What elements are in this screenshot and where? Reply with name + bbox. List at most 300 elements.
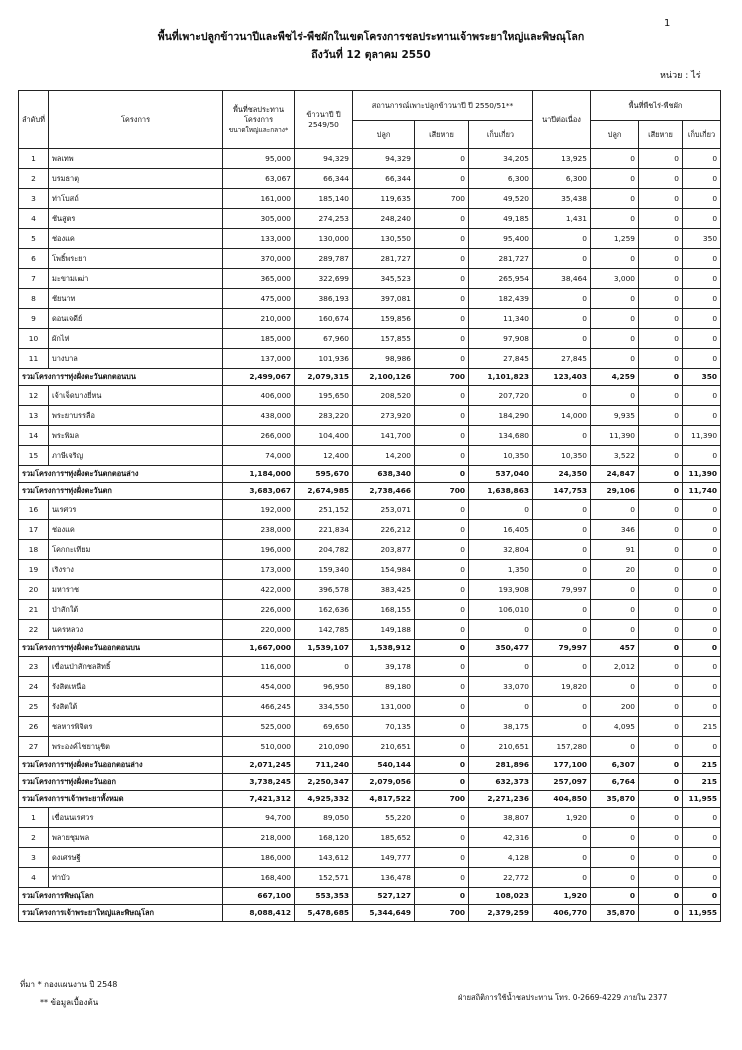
harvest-cell: 49,185 [469,209,533,229]
seq-cell: 5 [19,229,49,249]
rice-prev-cell: 185,140 [295,189,353,209]
area-cell: 196,000 [223,540,295,560]
fc-harvest-cell: 0 [683,520,721,540]
table-row [19,848,721,868]
area-cell: 161,000 [223,189,295,209]
project-cell: ชันสูตร [49,209,223,229]
damage-cell: 0 [415,697,469,717]
table-row [19,269,721,289]
continuing-cell: 0 [533,249,591,269]
fc-damage-cell: 0 [639,757,683,774]
fc-damage-cell: 0 [639,560,683,580]
seq-cell: 20 [19,580,49,600]
seq-cell: 7 [19,269,49,289]
fc-harvest-cell: 0 [683,677,721,697]
damage-cell: 0 [415,269,469,289]
plant-cell: 89,180 [353,677,415,697]
fc-damage-cell: 0 [639,657,683,677]
rice-prev-cell: 396,578 [295,580,353,600]
plant-cell: 131,000 [353,697,415,717]
seq-cell: 24 [19,677,49,697]
area-cell: 116,000 [223,657,295,677]
damage-cell: 0 [415,677,469,697]
plant-cell: 149,188 [353,620,415,640]
harvest-cell: 33,070 [469,677,533,697]
table-row [19,169,721,189]
harvest-cell: 1,350 [469,560,533,580]
seq-cell: 3 [19,189,49,209]
plant-cell: 527,127 [353,888,415,905]
seq-cell: 12 [19,386,49,406]
fc-harvest-cell: 0 [683,697,721,717]
table-row [19,386,721,406]
project-cell: พระพิมล [49,426,223,446]
table-row [19,697,721,717]
damage-cell: 0 [415,620,469,640]
area-cell: 94,700 [223,808,295,828]
plant-cell: 66,344 [353,169,415,189]
fc-damage-cell: 0 [639,426,683,446]
rice-prev-cell: 2,250,347 [295,774,353,791]
harvest-cell: 134,680 [469,426,533,446]
area-cell: 510,000 [223,737,295,757]
area-cell: 186,000 [223,848,295,868]
fc-damage-cell: 0 [639,406,683,426]
fc-damage-cell: 0 [639,905,683,922]
rice-prev-cell: 274,253 [295,209,353,229]
rice-prev-cell: 159,340 [295,560,353,580]
fc-damage-cell: 0 [639,500,683,520]
harvest-cell: 27,845 [469,349,533,369]
area-cell: 226,000 [223,600,295,620]
table-row [19,717,721,737]
damage-cell: 700 [415,483,469,500]
damage-cell: 0 [415,600,469,620]
continuing-cell: 19,820 [533,677,591,697]
fc-harvest-cell: 11,955 [683,791,721,808]
damage-cell: 0 [415,466,469,483]
harvest-cell: 537,040 [469,466,533,483]
rice-prev-cell: 142,785 [295,620,353,640]
fc-harvest-cell: 0 [683,640,721,657]
fc-damage-cell: 0 [639,888,683,905]
project-cell: ชลหารพิจิตร [49,717,223,737]
project-cell: เริงราง [49,560,223,580]
damage-cell: 0 [415,657,469,677]
continuing-cell: 14,000 [533,406,591,426]
project-cell: เขื่อนป่าสักชลสิทธิ์ [49,657,223,677]
damage-cell: 0 [415,774,469,791]
project-cell: พระองค์ไชยานุชิต [49,737,223,757]
harvest-cell: 108,023 [469,888,533,905]
harvest-cell: 2,271,236 [469,791,533,808]
plant-cell: 55,220 [353,808,415,828]
fc-plant-cell: 200 [591,697,639,717]
fc-damage-cell: 0 [639,520,683,540]
continuing-cell: 0 [533,868,591,888]
harvest-cell: 632,373 [469,774,533,791]
plant-cell: 98,986 [353,349,415,369]
project-cell: ท่าโบสถ์ [49,189,223,209]
fc-harvest-cell: 11,390 [683,466,721,483]
fc-harvest-cell: 11,740 [683,483,721,500]
table-row [19,446,721,466]
fc-damage-cell: 0 [639,209,683,229]
seq-cell: 10 [19,329,49,349]
fc-harvest-cell: 0 [683,737,721,757]
harvest-cell: 106,010 [469,600,533,620]
fc-plant-cell: 0 [591,888,639,905]
fc-plant-cell: 3,522 [591,446,639,466]
subtotal-label: รวมโครงการฯทุ่งฝั่งตะวันออก [19,774,223,791]
table-row [19,289,721,309]
fc-damage-cell: 0 [639,269,683,289]
continuing-cell: 13,925 [533,149,591,169]
project-cell: ผักไห่ [49,329,223,349]
fc-damage-cell: 0 [639,808,683,828]
project-cell: ดงเศรษฐี [49,848,223,868]
fc-damage-cell: 0 [639,169,683,189]
plant-cell: 1,538,912 [353,640,415,657]
area-cell: 438,000 [223,406,295,426]
area-cell: 1,184,000 [223,466,295,483]
continuing-cell: 79,997 [533,640,591,657]
fc-damage-cell: 0 [639,466,683,483]
damage-cell: 0 [415,426,469,446]
header-fc-damage: เสียหาย [639,121,683,149]
continuing-cell: 0 [533,500,591,520]
rice-prev-cell: 160,674 [295,309,353,329]
rice-prev-cell: 67,960 [295,329,353,349]
page-number: 1 [664,18,671,29]
project-cell: โพธิ์พระยา [49,249,223,269]
seq-cell: 19 [19,560,49,580]
damage-cell: 0 [415,560,469,580]
area-cell: 365,000 [223,269,295,289]
fc-damage-cell: 0 [639,697,683,717]
continuing-cell: 1,920 [533,888,591,905]
continuing-cell: 0 [533,289,591,309]
rice-prev-cell: 210,090 [295,737,353,757]
damage-cell: 0 [415,309,469,329]
plant-cell: 208,520 [353,386,415,406]
header-area-main: พื้นที่ชลประทานโครงการ [232,104,285,124]
area-cell: 238,000 [223,520,295,540]
damage-cell: 700 [415,791,469,808]
subtotal-row [19,483,721,500]
continuing-cell: 157,280 [533,737,591,757]
header-field-group: พื้นที่พืชไร่-พืชผัก [591,91,721,121]
fc-plant-cell: 3,000 [591,269,639,289]
seq-cell: 9 [19,309,49,329]
table-row [19,677,721,697]
seq-cell: 6 [19,249,49,269]
continuing-cell: 1,431 [533,209,591,229]
fc-harvest-cell: 0 [683,249,721,269]
table-body [19,149,721,922]
fc-plant-cell: 0 [591,620,639,640]
fc-damage-cell: 0 [639,540,683,560]
table-row [19,657,721,677]
plant-cell: 281,727 [353,249,415,269]
subtotal-label: รวมโครงการฯทุ่งฝั่งตะวันตกตอนบน [19,369,223,386]
fc-plant-cell: 0 [591,329,639,349]
seq-cell: 3 [19,848,49,868]
harvest-cell: 2,379,259 [469,905,533,922]
rice-prev-cell: 5,478,685 [295,905,353,922]
fc-harvest-cell: 0 [683,149,721,169]
seq-cell: 8 [19,289,49,309]
area-cell: 2,499,067 [223,369,295,386]
area-cell: 220,000 [223,620,295,640]
unit-label: หน่วย : ไร่ [660,71,701,81]
project-cell: ป่าสักใต้ [49,600,223,620]
damage-cell: 0 [415,500,469,520]
plant-cell: 94,329 [353,149,415,169]
harvest-cell: 38,175 [469,717,533,737]
fc-harvest-cell: 215 [683,774,721,791]
area-cell: 74,000 [223,446,295,466]
header-plant: ปลูก [353,121,415,149]
subtotal-row [19,757,721,774]
fc-damage-cell: 0 [639,737,683,757]
area-cell: 2,071,245 [223,757,295,774]
project-cell: พลเทพ [49,149,223,169]
rice-prev-cell: 386,193 [295,289,353,309]
fc-damage-cell: 0 [639,717,683,737]
fc-harvest-cell: 0 [683,888,721,905]
table-row [19,406,721,426]
continuing-cell: 35,438 [533,189,591,209]
harvest-cell: 184,290 [469,406,533,426]
rice-prev-cell: 89,050 [295,808,353,828]
continuing-cell: 38,464 [533,269,591,289]
damage-cell: 0 [415,717,469,737]
rice-prev-cell: 322,699 [295,269,353,289]
seq-cell: 26 [19,717,49,737]
area-cell: 8,088,412 [223,905,295,922]
seq-cell: 2 [19,828,49,848]
rice-prev-cell: 69,650 [295,717,353,737]
damage-cell: 0 [415,640,469,657]
area-cell: 63,067 [223,169,295,189]
continuing-cell: 0 [533,229,591,249]
project-cell: ชัยนาท [49,289,223,309]
fc-harvest-cell: 0 [683,209,721,229]
seq-cell: 4 [19,209,49,229]
fc-plant-cell: 2,012 [591,657,639,677]
subtotal-row [19,369,721,386]
plant-cell: 4,817,522 [353,791,415,808]
contact-note: ฝ่ายสถิติการใช้น้ำชลประทาน โทร. 0-2669-4229 ภายใน 2377 [458,993,668,1002]
plant-cell: 70,135 [353,717,415,737]
seq-cell: 25 [19,697,49,717]
table-row [19,309,721,329]
fc-harvest-cell: 0 [683,289,721,309]
fc-plant-cell: 35,870 [591,905,639,922]
seq-cell: 11 [19,349,49,369]
header-continuing: นาปีต่อเนื่อง [533,91,591,149]
plant-cell: 273,920 [353,406,415,426]
table-row [19,426,721,446]
fc-damage-cell: 0 [639,249,683,269]
plant-cell: 14,200 [353,446,415,466]
rice-prev-cell: 162,636 [295,600,353,620]
plant-cell: 2,100,126 [353,369,415,386]
area-cell: 454,000 [223,677,295,697]
harvest-cell: 207,720 [469,386,533,406]
harvest-cell: 182,439 [469,289,533,309]
fc-plant-cell: 0 [591,386,639,406]
project-cell: นเรศวร [49,500,223,520]
seq-cell: 17 [19,520,49,540]
fc-plant-cell: 20 [591,560,639,580]
continuing-cell: 79,997 [533,580,591,600]
source-note: ที่มา * กองแผนงาน ปี 2548 [20,980,118,989]
harvest-cell: 281,727 [469,249,533,269]
subtotal-label: รวมโครงการฯทุ่งฝั่งตะวันออกตอนบน [19,640,223,657]
header-project: โครงการ [49,91,223,149]
continuing-cell: 10,350 [533,446,591,466]
project-cell: พระยาบรรลือ [49,406,223,426]
fc-damage-cell: 0 [639,828,683,848]
area-cell: 137,000 [223,349,295,369]
area-cell: 3,738,245 [223,774,295,791]
project-cell: มหาราช [49,580,223,600]
table-row [19,189,721,209]
fc-harvest-cell: 11,390 [683,426,721,446]
table-row [19,580,721,600]
project-cell: โคกกะเทียม [49,540,223,560]
fc-harvest-cell: 0 [683,620,721,640]
fc-harvest-cell: 11,955 [683,905,721,922]
area-cell: 185,000 [223,329,295,349]
project-cell: พลายชุมพล [49,828,223,848]
fc-plant-cell: 9,935 [591,406,639,426]
fc-damage-cell: 0 [639,868,683,888]
fc-damage-cell: 0 [639,791,683,808]
damage-cell: 0 [415,737,469,757]
damage-cell: 0 [415,169,469,189]
subtotal-label: รวมโครงการเจ้าพระยาใหญ่และพิษณุโลก [19,905,223,922]
harvest-cell: 16,405 [469,520,533,540]
harvest-cell: 1,638,863 [469,483,533,500]
rice-prev-cell: 96,950 [295,677,353,697]
area-cell: 173,000 [223,560,295,580]
fc-damage-cell: 0 [639,369,683,386]
subtotal-label: รวมโครงการฯเจ้าพระยาทั้งหมด [19,791,223,808]
fc-plant-cell: 0 [591,309,639,329]
fc-damage-cell: 0 [639,329,683,349]
fc-harvest-cell: 0 [683,808,721,828]
continuing-cell: 0 [533,426,591,446]
rice-prev-cell: 168,120 [295,828,353,848]
damage-cell: 0 [415,868,469,888]
subtotal-row [19,640,721,657]
fc-damage-cell: 0 [639,580,683,600]
fc-harvest-cell: 215 [683,757,721,774]
header-harvest: เก็บเกี่ยว [469,121,533,149]
damage-cell: 700 [415,189,469,209]
plant-cell: 345,523 [353,269,415,289]
plant-cell: 2,079,056 [353,774,415,791]
rice-prev-cell: 1,539,107 [295,640,353,657]
fc-plant-cell: 0 [591,677,639,697]
plant-cell: 157,855 [353,329,415,349]
header-area-sub: ขนาดใหญ่และกลาง* [228,125,289,134]
fc-damage-cell: 0 [639,149,683,169]
rice-prev-cell: 130,000 [295,229,353,249]
fc-harvest-cell: 0 [683,600,721,620]
area-cell: 525,000 [223,717,295,737]
project-cell: เขื่อนนเรศวร [49,808,223,828]
continuing-cell: 0 [533,697,591,717]
table-row [19,560,721,580]
plant-cell: 226,212 [353,520,415,540]
seq-cell: 15 [19,446,49,466]
fc-plant-cell: 0 [591,828,639,848]
fc-harvest-cell: 0 [683,446,721,466]
header-seq: ลำดับที่ [19,91,49,149]
plant-cell: 154,984 [353,560,415,580]
subtotal-row [19,791,721,808]
harvest-cell: 11,340 [469,309,533,329]
continuing-cell: 0 [533,560,591,580]
rice-prev-cell: 2,079,315 [295,369,353,386]
subtotal-label: รวมโครงการฯทุ่งฝั่งตะวันตก [19,483,223,500]
fc-plant-cell: 91 [591,540,639,560]
harvest-cell: 281,896 [469,757,533,774]
fc-plant-cell: 29,106 [591,483,639,500]
harvest-cell: 38,807 [469,808,533,828]
fc-harvest-cell: 0 [683,406,721,426]
table-row [19,349,721,369]
damage-cell: 0 [415,149,469,169]
harvest-cell: 0 [469,620,533,640]
page-title: พื้นที่เพาะปลูกข้าวนาปีและพืชไร่-พืชผักในเขตโครงการชลประทานเจ้าพระยาใหญ่และพิษณุโลก [157,31,585,43]
rice-prev-cell: 283,220 [295,406,353,426]
fc-harvest-cell: 0 [683,868,721,888]
harvest-cell: 97,908 [469,329,533,349]
project-cell: รังสิตใต้ [49,697,223,717]
fc-damage-cell: 0 [639,229,683,249]
continuing-cell: 0 [533,717,591,737]
table-row [19,149,721,169]
rice-prev-cell: 221,834 [295,520,353,540]
seq-cell: 2 [19,169,49,189]
header-rice-prev: ข้าวนาปี ปี 2549/50 [295,91,353,149]
harvest-cell: 193,908 [469,580,533,600]
damage-cell: 0 [415,406,469,426]
table-row [19,249,721,269]
table-row [19,329,721,349]
fc-damage-cell: 0 [639,640,683,657]
fc-harvest-cell: 0 [683,189,721,209]
project-cell: เจ้าเจ็ดบางยี่หน [49,386,223,406]
continuing-cell: 0 [533,848,591,868]
harvest-cell: 210,651 [469,737,533,757]
fc-plant-cell: 0 [591,868,639,888]
project-cell: รังสิตเหนือ [49,677,223,697]
plant-cell: 141,700 [353,426,415,446]
seq-cell: 13 [19,406,49,426]
table-row [19,828,721,848]
plant-cell: 39,178 [353,657,415,677]
subtotal-label: รวมโครงการฯทุ่งฝั่งตะวันออกตอนล่าง [19,757,223,774]
plant-cell: 540,144 [353,757,415,774]
continuing-cell: 27,845 [533,349,591,369]
fc-plant-cell: 0 [591,737,639,757]
